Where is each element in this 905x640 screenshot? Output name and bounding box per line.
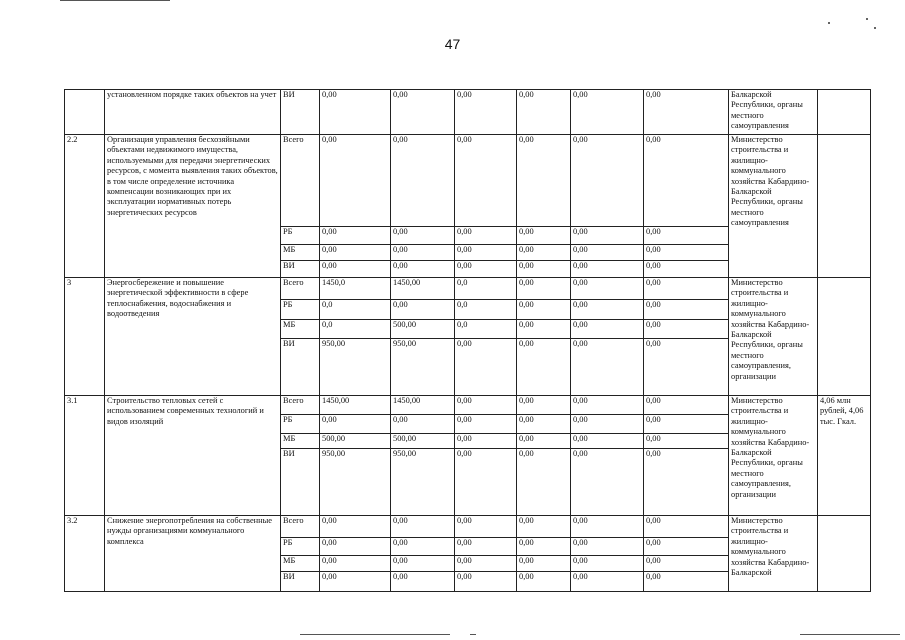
amount-cell: 950,00 — [391, 339, 455, 396]
amount-cell: 0,00 — [320, 261, 391, 278]
amount-cell: 0,00 — [517, 245, 571, 261]
amount-cell: 0,0 — [320, 320, 391, 339]
amount-cell: 0,00 — [571, 396, 644, 415]
amount-cell: 0,00 — [644, 415, 729, 434]
amount-cell: 0,00 — [644, 227, 729, 245]
amount-cell: 0,00 — [517, 227, 571, 245]
amount-cell: 0,00 — [320, 556, 391, 572]
measure-description: установленном порядке таких объектов на учет — [105, 90, 281, 135]
table-row — [65, 135, 871, 227]
measure-description: Энергосбережение и повышение энергетической эффективности в сфере теплоснабжения, водоснабжения и водоотведения — [105, 278, 281, 396]
scan-line-top — [60, 0, 170, 1]
amount-cell: 0,00 — [391, 415, 455, 434]
funding-source: ВИ — [281, 261, 320, 278]
amount-cell: 0,00 — [571, 135, 644, 227]
amount-cell: 1450,00 — [320, 396, 391, 415]
amount-cell: 0,00 — [517, 449, 571, 516]
amount-cell: 0,00 — [517, 300, 571, 320]
amount-cell: 0,00 — [455, 415, 517, 434]
funding-source: МБ — [281, 320, 320, 339]
responsible-organization: Министерство строительства и жилищно-коммунального хозяйства Кабардино-Балкарской Республики, органы местного самоуправления, организации — [729, 278, 818, 396]
responsible-organization: Министерство строительства и жилищно-коммунального хозяйства Кабардино-Балкарской — [729, 516, 818, 592]
amount-cell: 0,00 — [455, 90, 517, 135]
amount-cell: 0,00 — [517, 434, 571, 449]
funding-source: Всего — [281, 278, 320, 300]
table-body — [65, 90, 871, 592]
table-row — [65, 278, 871, 300]
amount-cell: 0,00 — [644, 278, 729, 300]
responsible-organization: Министерство строительства и жилищно-коммунального хозяйства Кабардино-Балкарской Республики, органы местного самоуправления — [729, 135, 818, 278]
amount-cell: 0,00 — [644, 320, 729, 339]
expected-result — [818, 278, 871, 396]
amount-cell: 1450,00 — [391, 278, 455, 300]
amount-cell: 0,00 — [644, 556, 729, 572]
amount-cell: 0,00 — [320, 90, 391, 135]
responsible-organization: Министерство строительства и жилищно-коммунального хозяйства Кабардино-Балкарской Республики, органы местного самоуправления, организации — [729, 396, 818, 516]
amount-cell: 0,00 — [391, 516, 455, 538]
amount-cell: 0,00 — [391, 227, 455, 245]
amount-cell: 0,00 — [644, 300, 729, 320]
amount-cell: 0,00 — [320, 245, 391, 261]
amount-cell: 0,00 — [644, 434, 729, 449]
funding-source: Всего — [281, 135, 320, 227]
amount-cell: 0,00 — [571, 449, 644, 516]
amount-cell: 0,00 — [320, 227, 391, 245]
measure-description: Строительство тепловых сетей с использованием современных технологий и видов изоляций — [105, 396, 281, 516]
page-number: 47 — [444, 36, 461, 52]
amount-cell: 0,00 — [644, 90, 729, 135]
amount-cell: 500,00 — [391, 320, 455, 339]
amount-cell: 950,00 — [320, 449, 391, 516]
amount-cell: 1450,00 — [391, 396, 455, 415]
amount-cell: 0,00 — [455, 227, 517, 245]
amount-cell: 0,00 — [517, 572, 571, 592]
amount-cell: 0,00 — [571, 227, 644, 245]
amount-cell: 0,00 — [571, 516, 644, 538]
scan-line-bottom — [800, 634, 900, 635]
funding-source: ВИ — [281, 90, 320, 135]
amount-cell: 950,00 — [391, 449, 455, 516]
amount-cell: 0,00 — [455, 434, 517, 449]
amount-cell: 0,00 — [644, 135, 729, 227]
amount-cell: 0,00 — [391, 300, 455, 320]
amount-cell: 0,00 — [455, 396, 517, 415]
program-table — [64, 89, 871, 592]
amount-cell: 0,00 — [391, 90, 455, 135]
amount-cell: 0,00 — [320, 516, 391, 538]
funding-source: РБ — [281, 300, 320, 320]
amount-cell: 0,00 — [644, 261, 729, 278]
funding-source: МБ — [281, 434, 320, 449]
amount-cell: 0,00 — [644, 339, 729, 396]
amount-cell: 0,00 — [320, 135, 391, 227]
amount-cell: 0,00 — [455, 516, 517, 538]
amount-cell: 500,00 — [391, 434, 455, 449]
funding-source: МБ — [281, 245, 320, 261]
item-number: 2.2 — [65, 135, 105, 278]
amount-cell: 0,00 — [455, 135, 517, 227]
funding-source: ВИ — [281, 449, 320, 516]
amount-cell: 0,00 — [571, 415, 644, 434]
amount-cell: 0,00 — [455, 449, 517, 516]
funding-source: ВИ — [281, 572, 320, 592]
amount-cell: 0,00 — [571, 320, 644, 339]
amount-cell: 0,00 — [517, 538, 571, 556]
expected-result — [818, 516, 871, 592]
funding-source: ВИ — [281, 339, 320, 396]
amount-cell: 0,00 — [571, 572, 644, 592]
amount-cell: 500,00 — [320, 434, 391, 449]
amount-cell: 1450,0 — [320, 278, 391, 300]
amount-cell: 0,00 — [517, 135, 571, 227]
funding-source: РБ — [281, 227, 320, 245]
scan-line-bottom — [300, 634, 450, 635]
funding-source: Всего — [281, 396, 320, 415]
expected-result: 4,06 млн рублей, 4,06 тыс. Гкал. — [818, 396, 871, 516]
item-number — [65, 90, 105, 135]
amount-cell: 0,00 — [391, 556, 455, 572]
amount-cell: 0,00 — [571, 538, 644, 556]
amount-cell: 0,00 — [320, 415, 391, 434]
scan-speck — [866, 18, 868, 20]
item-number: 3.1 — [65, 396, 105, 516]
measure-description: Снижение энергопотребления на собственные нужды организациями коммунального комплекса — [105, 516, 281, 592]
amount-cell: 0,00 — [455, 556, 517, 572]
amount-cell: 0,00 — [455, 339, 517, 396]
amount-cell: 0,00 — [571, 278, 644, 300]
amount-cell: 0,00 — [644, 245, 729, 261]
scan-line-bottom — [470, 634, 476, 635]
funding-source: МБ — [281, 556, 320, 572]
amount-cell: 0,00 — [571, 556, 644, 572]
amount-cell: 0,00 — [571, 339, 644, 396]
amount-cell: 0,00 — [571, 300, 644, 320]
amount-cell: 0,00 — [391, 245, 455, 261]
amount-cell: 0,00 — [391, 538, 455, 556]
table-row — [65, 90, 871, 135]
amount-cell: 0,00 — [644, 449, 729, 516]
expected-result — [818, 90, 871, 135]
amount-cell: 0,00 — [571, 245, 644, 261]
amount-cell: 0,0 — [320, 300, 391, 320]
amount-cell: 0,00 — [455, 245, 517, 261]
amount-cell: 0,00 — [517, 320, 571, 339]
amount-cell: 0,00 — [517, 90, 571, 135]
amount-cell: 0,00 — [320, 572, 391, 592]
amount-cell: 0,0 — [455, 320, 517, 339]
amount-cell: 0,00 — [644, 396, 729, 415]
amount-cell: 0,00 — [455, 538, 517, 556]
amount-cell: 0,0 — [455, 300, 517, 320]
amount-cell: 0,00 — [320, 538, 391, 556]
amount-cell: 0,00 — [517, 261, 571, 278]
amount-cell: 0,00 — [571, 90, 644, 135]
amount-cell: 0,00 — [517, 278, 571, 300]
amount-cell: 0,00 — [517, 516, 571, 538]
funding-source: Всего — [281, 516, 320, 538]
funding-source: РБ — [281, 538, 320, 556]
responsible-organization: Балкарской Республики, органы местного самоуправления — [729, 90, 818, 135]
amount-cell: 0,00 — [644, 572, 729, 592]
table-row — [65, 516, 871, 538]
amount-cell: 0,00 — [517, 556, 571, 572]
item-number: 3.2 — [65, 516, 105, 592]
amount-cell: 0,00 — [391, 261, 455, 278]
amount-cell: 0,00 — [644, 516, 729, 538]
amount-cell: 0,00 — [517, 415, 571, 434]
amount-cell: 0,00 — [391, 572, 455, 592]
measure-description: Организация управления бесхозяйными объектами недвижимого имущества, используемыми для передачи энергетических ресурсов, с момента выявления таких объектов, в том числе определение источника компенсации возникающих при их эксплуатации нормативных потерь энергетических ресурсов — [105, 135, 281, 278]
amount-cell: 950,00 — [320, 339, 391, 396]
table-row — [65, 396, 871, 415]
amount-cell: 0,00 — [517, 396, 571, 415]
amount-cell: 0,00 — [455, 572, 517, 592]
amount-cell: 0,00 — [391, 135, 455, 227]
amount-cell: 0,0 — [455, 278, 517, 300]
amount-cell: 0,00 — [571, 434, 644, 449]
scan-speck — [874, 27, 876, 29]
expected-result — [818, 135, 871, 278]
scan-speck — [828, 22, 830, 24]
funding-source: РБ — [281, 415, 320, 434]
amount-cell: 0,00 — [571, 261, 644, 278]
amount-cell: 0,00 — [455, 261, 517, 278]
amount-cell: 0,00 — [517, 339, 571, 396]
amount-cell: 0,00 — [644, 538, 729, 556]
item-number: 3 — [65, 278, 105, 396]
